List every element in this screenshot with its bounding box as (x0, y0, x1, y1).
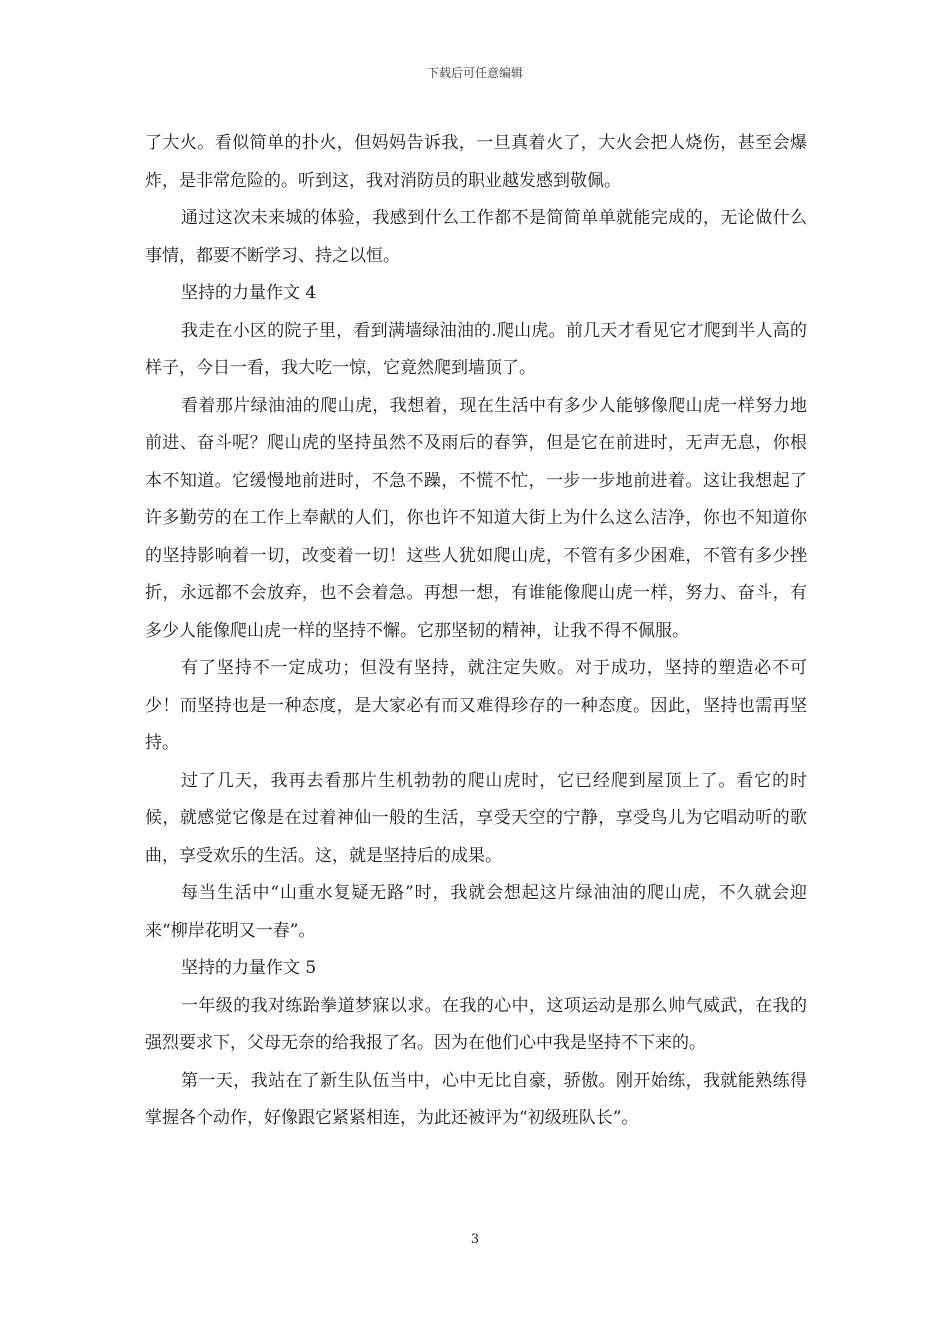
paragraph-8: 一年级的我对练跆拳道梦寐以求。在我的心中，这项运动是那么帅气威武，在我的强烈要求下，父母无奈的给我报了名。因为在他们心中我是坚持不下来的。 (145, 995, 807, 1053)
paragraph-5: 有了坚持不一定成功；但没有坚持，就注定失败。对于成功，坚持的塑造必不可少！而坚持也是一种态度，是大家必有而又难得珍存的一种态度。因此，坚持也需再坚持。 (145, 658, 807, 753)
page-number: 3 (470, 1232, 480, 1247)
paragraph-3: 我走在小区的院子里，看到满墙绿油油的.爬山虎。前几天才看见它才爬到半人高的样子，今日一看，我大吃一惊，它竟然爬到墙顶了。 (145, 320, 807, 378)
paragraph-6: 过了几天，我再去看那片生机勃勃的爬山虎时，它已经爬到屋顶上了。看它的时候，就感觉它像是在过着神仙一般的生活，享受天空的宁静，享受鸟儿为它唱动听的歌曲，享受欢乐的生活。这，就是坚持后的成果。 (145, 770, 807, 866)
paragraph-4: 看着那片绿油油的爬山虎，我想着，现在生活中有多少人能够像爬山虎一样努力地前进、奋斗呢？爬山虎的坚持虽然不及雨后的春笋，但是它在前进时，无声无息，你根本不知道。它缓慢地前进时，不急不躁，不慌不忙，一步一步地前进着。这让我想起了许多勤劳的在工作上奉献的人们，你也许不知道大街上为什么这么洁净，你也不知道你的坚持影响着一切，改变着一切！这些人犹如爬山虎，不管有多少困难，不管有多少挫折，永远都不会放弃，也不会着急。再想一想，有谁能像爬山虎一样，努力、奋斗，有多少人能像爬山虎一样的坚持不懈。它那坚韧的精神，让我不得不佩服。 (145, 395, 807, 641)
page-header: 下载后可任意编辑 (426, 66, 523, 80)
section-heading-essay-4: 坚持的力量作文 4 (181, 283, 317, 303)
paragraph-1: 了大火。看似简单的扑火，但妈妈告诉我，一旦真着火了，大火会把人烧伤，甚至会爆炸，是非常危险的。听到这，我对消防员的职业越发感到敬佩。 (145, 133, 807, 191)
paragraph-7: 每当生活中“山重水复疑无路”时，我就会想起这片绿油油的爬山虎，不久就会迎来“柳岸花明又一春”。 (145, 883, 807, 941)
paragraph-2: 通过这次未来城的体验，我感到什么工作都不是简简单单就能完成的，无论做什么事情，都要不断学习、持之以恒。 (145, 208, 807, 266)
document-body (145, 125, 807, 1138)
section-heading-essay-5: 坚持的力量作文 5 (181, 958, 317, 978)
paragraph-9: 第一天，我站在了新生队伍当中，心中无比自豪，骄傲。刚开始练，我就能熟练得掌握各个动作，好像跟它紧紧相连，为此还被评为“初级班队长”。 (145, 1070, 807, 1128)
